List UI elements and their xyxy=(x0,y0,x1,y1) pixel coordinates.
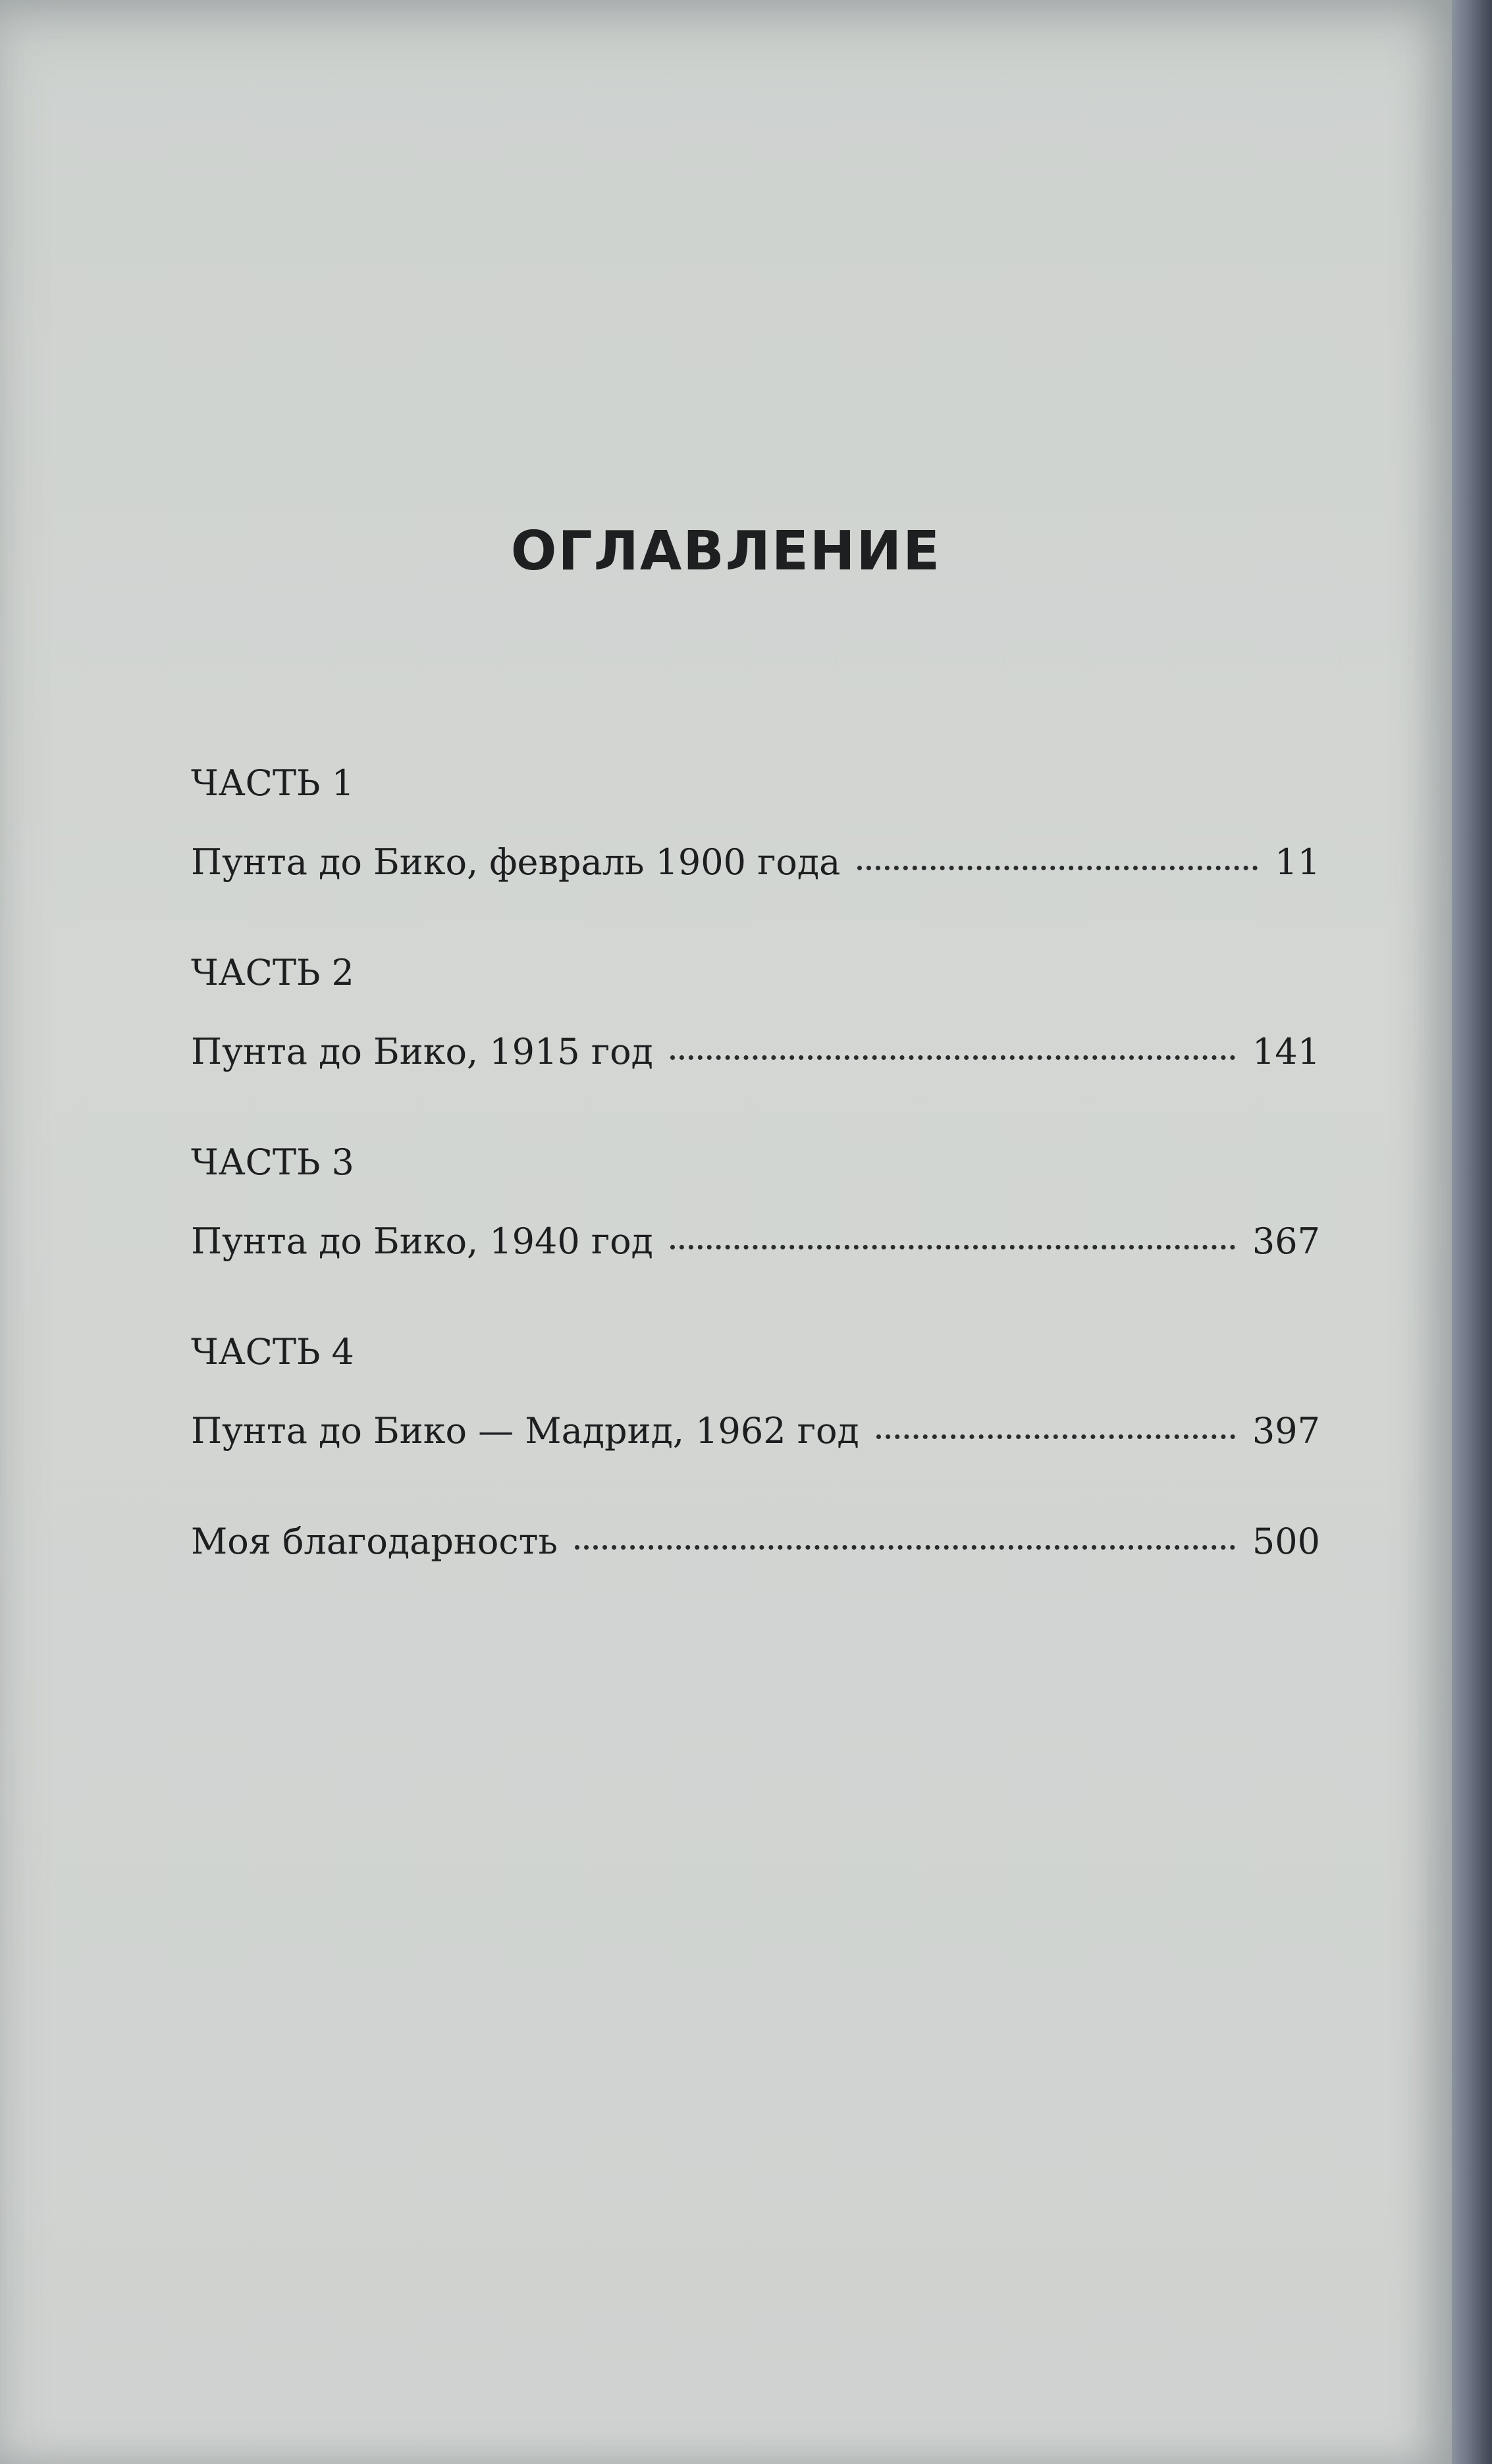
entry-page-number: 397 xyxy=(1252,1410,1320,1452)
part-label: ЧАСТЬ 3 xyxy=(191,1141,354,1183)
entry-title: Пунта до Бико, февраль 1900 года xyxy=(191,841,841,883)
dot-leader xyxy=(575,1545,1235,1550)
entry-title: Пунта до Бико — Мадрид, 1962 год xyxy=(191,1410,859,1452)
part-label: ЧАСТЬ 1 xyxy=(191,762,354,804)
dot-leader xyxy=(670,1055,1235,1060)
toc-entry-acknowledgements xyxy=(191,1515,1320,1568)
part-label: ЧАСТЬ 4 xyxy=(191,1331,354,1373)
toc-section xyxy=(191,1136,1320,1268)
toc-title: ОГЛАВЛЕНИЕ xyxy=(510,520,942,583)
entry-title: Моя благодарность xyxy=(191,1521,558,1562)
entry-title: Пунта до Бико, 1915 год xyxy=(191,1031,653,1072)
entry-page-number: 141 xyxy=(1252,1031,1320,1072)
table-of-contents xyxy=(191,757,1320,1568)
dot-leader xyxy=(876,1434,1235,1439)
toc-entry xyxy=(191,1405,1320,1457)
toc-entry xyxy=(191,1026,1320,1078)
entry-page-number: 500 xyxy=(1252,1521,1320,1562)
page-edge xyxy=(1452,0,1492,2464)
toc-entry xyxy=(191,836,1320,889)
toc-section xyxy=(191,1326,1320,1457)
entry-title: Пунта до Бико, 1940 год xyxy=(191,1220,653,1262)
dot-leader xyxy=(857,866,1258,870)
toc-section xyxy=(191,757,1320,889)
toc-entry xyxy=(191,1215,1320,1268)
entry-page-number: 11 xyxy=(1275,841,1320,883)
toc-section xyxy=(191,947,1320,1078)
dot-leader xyxy=(670,1245,1235,1249)
entry-page-number: 367 xyxy=(1252,1220,1320,1262)
part-label: ЧАСТЬ 2 xyxy=(191,952,354,993)
